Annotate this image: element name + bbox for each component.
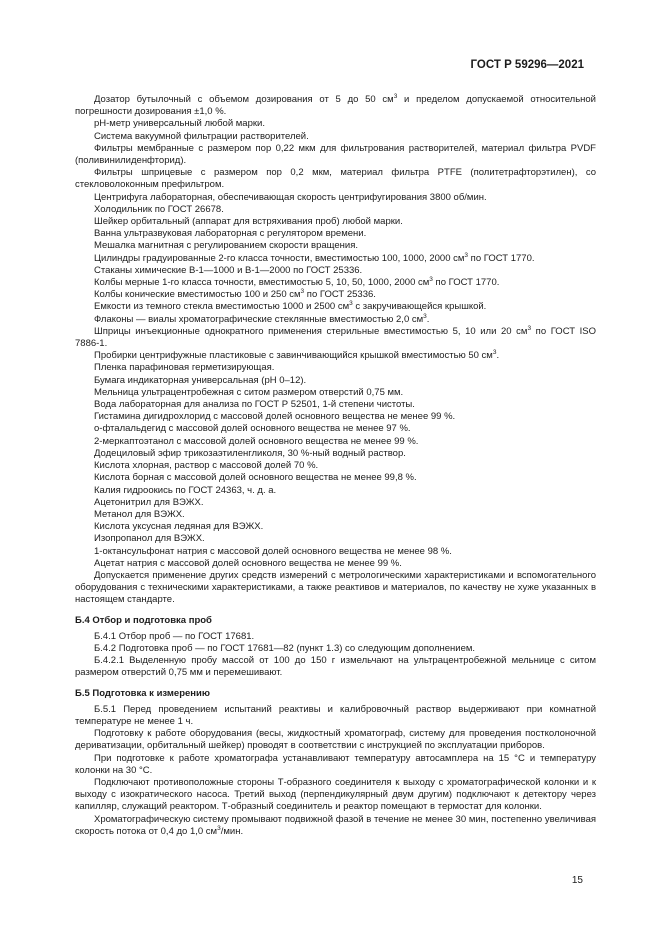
- equipment-item-text: по ГОСТ 25336.: [304, 289, 376, 301]
- equipment-item-text: Фильтры мембранные с размером пор 0,22 мкм для фильтрования растворителей, материал фильтра PVDF (поливинилиденфторид).: [75, 142, 596, 167]
- equipment-item-text: Флаконы — виалы хроматографические стеклянные вместимостью 2,0 см: [94, 313, 424, 325]
- equipment-item: [75, 277, 596, 289]
- equipment-item: [75, 301, 596, 313]
- equipment-item: [75, 265, 596, 277]
- section-b5-p4: Подключают противоположные стороны Т-образного соединителя к выходу с хроматографической колонки и к выходу с изократического насоса. Третий выход (перпендикулярный двум другим) подключают к детектору через капилляр, служащий реактором. Т-образный соединитель и реактор помещают в термостат для колонки.: [75, 776, 596, 813]
- equipment-item-text: Мешалка магнитная с регулированием скорости вращения.: [94, 240, 359, 252]
- equipment-item-text: Система вакуумной фильтрации растворителей.: [94, 130, 309, 142]
- superscript: 3: [393, 92, 398, 100]
- equipment-item-text: 1-октансульфонат натрия с массовой долей основного вещества не менее 98 %.: [94, 545, 452, 557]
- section-b5-title: Б.5 Подготовка к измерению: [75, 687, 210, 699]
- equipment-item-text: Цилиндры градуированные 2-го класса точности, вместимостью 100, 1000, 2000 см: [94, 252, 465, 264]
- equipment-item: [75, 411, 596, 423]
- equipment-item-text: Колбы мерные 1-го класса точности, вместимостью 5, 10, 50, 1000, 2000 см: [94, 277, 430, 289]
- equipment-item-text: Изопропанол для ВЭЖХ.: [94, 533, 205, 545]
- equipment-item-text: 2-меркаптоэтанол с массовой долей основного вещества не менее 99 %.: [94, 435, 419, 447]
- equipment-item-text: Кислота хлорная, раствор с массовой долей 70 %.: [94, 460, 319, 472]
- superscript: 3: [300, 288, 305, 296]
- equipment-item-text: Колбы конические вместимостью 100 и 250 см: [94, 289, 301, 301]
- equipment-item: [75, 240, 596, 252]
- equipment-item-text: Пленка парафиновая герметизирующая.: [94, 362, 275, 374]
- superscript: 3: [349, 300, 353, 308]
- equipment-item-text: Бумага индикаторная универсальная (pH 0–12).: [94, 374, 307, 386]
- equipment-item: [75, 216, 596, 228]
- equipment-item-text: по ГОСТ ISO 7886-1.: [75, 325, 597, 350]
- standard-header: ГОСТ Р 59296—2021: [470, 59, 584, 71]
- equipment-item-text: Ванна ультразвуковая лабораторная с регулятором времени.: [94, 228, 367, 240]
- superscript: 3: [464, 251, 469, 259]
- equipment-item: [75, 289, 596, 301]
- equipment-item-text: Гистамина дигидрохлорид с массовой долей основного вещества не менее 99 %.: [94, 411, 456, 423]
- equipment-item-text: pH-метр универсальный любой марки.: [94, 118, 265, 130]
- equipment-item: [75, 546, 596, 558]
- equipment-item-text: Ацетонитрил для ВЭЖХ.: [94, 496, 204, 508]
- equipment-item: [75, 472, 596, 484]
- equipment-item-text: Калия гидроокись по ГОСТ 24363, ч. д. а.: [94, 484, 277, 496]
- equipment-item: [75, 228, 596, 240]
- superscript: 3: [492, 349, 497, 357]
- equipment-item: [75, 350, 596, 362]
- equipment-item-text: и пределом допускаемой относительной погрешности дозирования ±1,0 %.: [75, 94, 596, 118]
- equipment-item-text: Кислота уксусная ледяная для ВЭЖХ.: [94, 521, 264, 533]
- equipment-item: [75, 436, 596, 448]
- equipment-item-text: Стаканы химические В-1—1000 и В-1—2000 по ГОСТ 25336.: [94, 264, 363, 276]
- equipment-item-text: с закручивающейся крышкой.: [352, 301, 487, 313]
- equipment-item: [75, 558, 596, 570]
- equipment-item: [75, 521, 596, 533]
- equipment-item: [75, 497, 596, 509]
- superscript: 3: [423, 312, 427, 320]
- equipment-item-text: Шприцы инъекционные однократного применения стерильные вместимостью 5, 10 или 20 см: [94, 325, 528, 337]
- equipment-item: [75, 362, 596, 374]
- equipment-item: [75, 375, 596, 387]
- equipment-item-text: .: [426, 313, 430, 325]
- section-b5-p5-tail: /мин.: [220, 825, 244, 837]
- equipment-item-text: Додециловый эфир трикозаэтиленгликоля, 30 %-ный водный раствор.: [94, 447, 406, 459]
- page-number: 15: [571, 875, 583, 886]
- equipment-item-text: Центрифуга лабораторная, обеспечивающая скорость центрифугирования 3800 об/мин.: [94, 191, 487, 203]
- section-b4-p3: Б.4.2.1 Выделенную пробу массой от 100 до 150 г измельчают на ультрацентробежной мельнице с ситом размером отверстий 0,75 мм и перемешивают.: [75, 655, 596, 679]
- equipment-item: [75, 460, 596, 472]
- equipment-item: [75, 118, 596, 130]
- section-b5-p3: При подготовке к работе хроматографа устанавливают температуру автосамплера на 15 °С и температуру колонки на 30 °С.: [75, 752, 596, 776]
- equipment-item: [75, 253, 596, 265]
- equipment-item: [75, 326, 596, 350]
- equipment-item: [75, 192, 596, 204]
- equipment-item-text: по ГОСТ 1770.: [432, 277, 500, 289]
- section-b5-p1: Б.5.1 Перед проведением испытаний реактивы и калибровочный раствор выдерживают при комнатной температуре не менее 1 ч.: [75, 703, 596, 727]
- equipment-item-text: Холодильник по ГОСТ 26678.: [94, 203, 224, 215]
- equipment-item-text: Вода лабораторная для анализа по ГОСТ Р 52501, 1-й степени чистоты.: [94, 399, 415, 411]
- equipment-item: [75, 399, 596, 411]
- equipment-item: [75, 533, 596, 545]
- equipment-item: [75, 143, 596, 167]
- equipment-item-text: Мельница ультрацентробежная с ситом размером отверстий 0,75 мм.: [94, 386, 404, 398]
- equipment-item: [75, 387, 596, 399]
- section-b5-p5-text: Хроматографическую систему промывают подвижной фазой в течение не менее 30 мин, постепенно увеличивая скорость потока от 0,4 до 1,0 см: [75, 813, 596, 837]
- equipment-item: [75, 570, 596, 607]
- equipment-item: [75, 204, 596, 216]
- equipment-item: [75, 167, 596, 191]
- equipment-item-text: Метанол для ВЭЖХ.: [94, 508, 185, 520]
- superscript: 3: [429, 275, 433, 283]
- equipment-item: [75, 314, 596, 326]
- section-b4-p2: Б.4.2 Подготовка проб — по ГОСТ 17681—82 (пункт 1.3) со следующим дополнением.: [94, 642, 476, 654]
- equipment-item-text: Ацетат натрия с массовой долей основного вещества не менее 99 %.: [94, 557, 402, 569]
- equipment-item: [75, 423, 596, 435]
- equipment-item-text: .: [496, 350, 500, 362]
- equipment-item: [75, 131, 596, 143]
- superscript: 3: [217, 824, 221, 832]
- equipment-item: [75, 485, 596, 497]
- equipment-item: [75, 448, 596, 460]
- section-b4-p1: Б.4.1 Отбор проб — по ГОСТ 17681.: [94, 630, 255, 642]
- section-b5-p5: [75, 814, 596, 838]
- equipment-item-text: Шейкер орбитальный (аппарат для встряхивания проб) любой марки.: [94, 216, 403, 228]
- equipment-item-text: по ГОСТ 1770.: [468, 252, 535, 264]
- equipment-item-text: Емкости из темного стекла вместимостью 1000 и 2500 см: [94, 301, 350, 313]
- equipment-item: [75, 94, 596, 118]
- equipment-item: [75, 509, 596, 521]
- equipment-item-text: Пробирки центрифужные пластиковые с завинчивающийся крышкой вместимостью 50 см: [94, 350, 493, 362]
- equipment-list: [75, 94, 596, 607]
- superscript: 3: [527, 324, 532, 332]
- document-body: [75, 94, 596, 838]
- equipment-item-text: о-фталальдегид с массовой долей основного вещества не менее 97 %.: [94, 423, 411, 435]
- section-b5-p2: Подготовку к работе оборудования (весы, жидкостный хроматограф, систему для проведения постколоночной дериватизации, орбитальный шейкер) проводят в соответствии с инструкцией по эксплуатации приборов.: [75, 728, 596, 752]
- equipment-item-text: Кислота борная с массовой долей основного вещества не менее 99,8 %.: [94, 472, 417, 484]
- equipment-item-text: Фильтры шприцевые с размером пор 0,2 мкм, материал фильтра PTFE (политетрафторэтилен), со стекловолоконным префильтром.: [75, 167, 596, 191]
- section-b4-title: Б.4 Отбор и подготовка проб: [75, 614, 212, 626]
- equipment-item-text: Допускается применение других средств измерений с метрологическими характеристиками и вспомогательного оборудования с техническими характеристиками, а также реактивов и материалов, по качеству не хуже указанных в настоящем стандарте.: [75, 569, 596, 606]
- equipment-item-text: Дозатор бутылочный с объемом дозирования от 5 до 50 см: [94, 94, 394, 105]
